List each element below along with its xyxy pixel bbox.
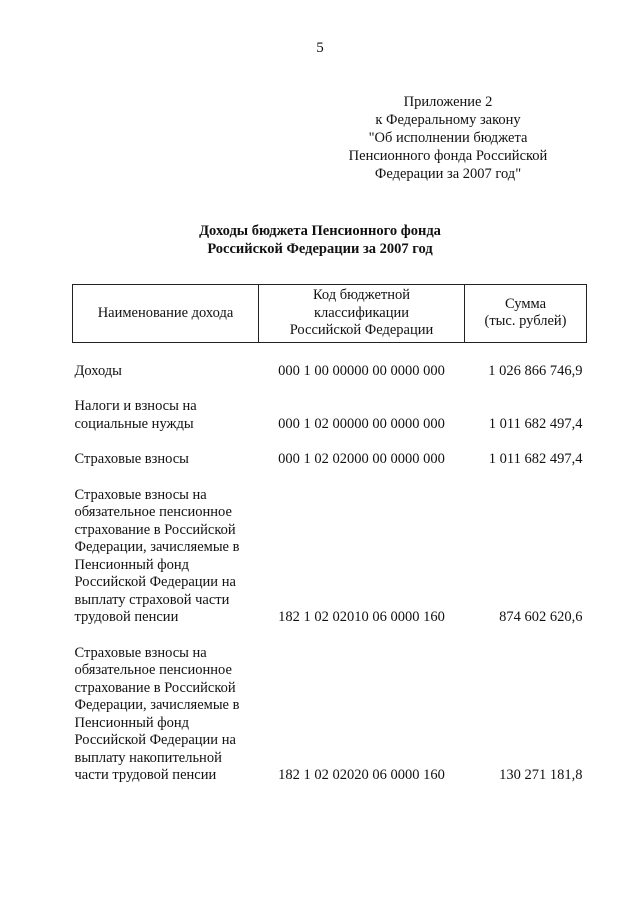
- header-name: Наименование дохода: [73, 285, 259, 343]
- income-name-line: Страховые взносы: [74, 451, 189, 467]
- income-name-line: выплату накопительной: [74, 749, 222, 766]
- header-sum-line: (тыс. рублей): [484, 313, 567, 330]
- income-sum: 1 011 682 497,4: [488, 415, 583, 432]
- income-code: 000 1 02 02000 00 0000 000: [278, 451, 445, 467]
- income-name-line: Российской Федерации на: [74, 574, 236, 590]
- appendix-line: к Федеральному закону: [375, 112, 521, 128]
- income-name-line: страхование в Российской: [74, 521, 236, 538]
- income-name-line: Доходы: [74, 362, 122, 379]
- income-name-line: Пенсионный фонд: [74, 556, 190, 573]
- header-sum: [465, 285, 587, 343]
- income-name-line: Страховые взносы на: [74, 644, 207, 661]
- header-code-line: классификации: [313, 304, 410, 321]
- income-code: 182 1 02 02020 06 0000 160: [278, 767, 445, 783]
- appendix-line: Приложение 2: [403, 94, 493, 110]
- income-code: 000 1 00 00000 00 0000 000: [278, 362, 445, 379]
- income-name-line: выплату страховой части: [74, 591, 230, 608]
- income-name-line: Федерации, зачисляемые в: [74, 697, 240, 713]
- income-name-line: Страховые взносы на: [74, 486, 207, 503]
- income-sum: 874 602 620,6: [499, 609, 583, 625]
- table-row: [73, 363, 587, 381]
- income-name-line: трудовой пенсии: [74, 609, 179, 625]
- title-line: Доходы бюджета Пенсионного фонда: [199, 223, 441, 239]
- income-code: 000 1 02 00000 00 0000 000: [278, 415, 445, 432]
- appendix-line: Федерации за 2007 год": [374, 166, 522, 182]
- appendix-line: "Об исполнении бюджета: [368, 130, 528, 146]
- page-number: 5: [316, 40, 324, 56]
- income-name-line: Пенсионный фонд: [74, 714, 190, 731]
- document-title: [0, 222, 640, 258]
- income-sum: 1 011 682 497,4: [488, 451, 583, 467]
- appendix-line: Пенсионного фонда Российской: [348, 148, 548, 164]
- income-name-line: обязательное пенсионное: [74, 504, 232, 520]
- header-code-line: Код бюджетной: [312, 287, 410, 303]
- header-code: [259, 285, 465, 343]
- header-code-line: Российской Федерации: [289, 322, 434, 338]
- income-name-line: обязательное пенсионное: [74, 662, 232, 678]
- income-name-line: страхование в Российской: [74, 679, 236, 696]
- table-row: [73, 487, 587, 627]
- title-line: Российской Федерации за 2007 год: [207, 241, 433, 257]
- income-name-line: части трудовой пенсии: [74, 767, 217, 783]
- header-sum-line: Сумма: [504, 295, 547, 312]
- income-name-line: социальные нужды: [74, 415, 194, 432]
- income-name-line: Налоги и взносы на: [74, 398, 197, 414]
- income-name-line: Федерации, зачисляемые в: [74, 539, 240, 555]
- income-sum: 1 026 866 746,9: [488, 362, 583, 379]
- income-name: [73, 451, 259, 469]
- income-name: [73, 487, 259, 627]
- appendix-reference: [318, 93, 578, 183]
- table-header-row: [73, 285, 587, 343]
- income-name: [73, 363, 259, 381]
- table-row: [73, 645, 587, 785]
- income-name-line: Российской Федерации на: [74, 732, 236, 748]
- income-table: [72, 284, 587, 785]
- table-row: [73, 451, 587, 469]
- income-name: [73, 398, 259, 433]
- income-name: [73, 645, 259, 785]
- income-code: 182 1 02 02010 06 0000 160: [278, 609, 445, 625]
- table-row: [73, 398, 587, 433]
- income-sum: 130 271 181,8: [499, 767, 583, 783]
